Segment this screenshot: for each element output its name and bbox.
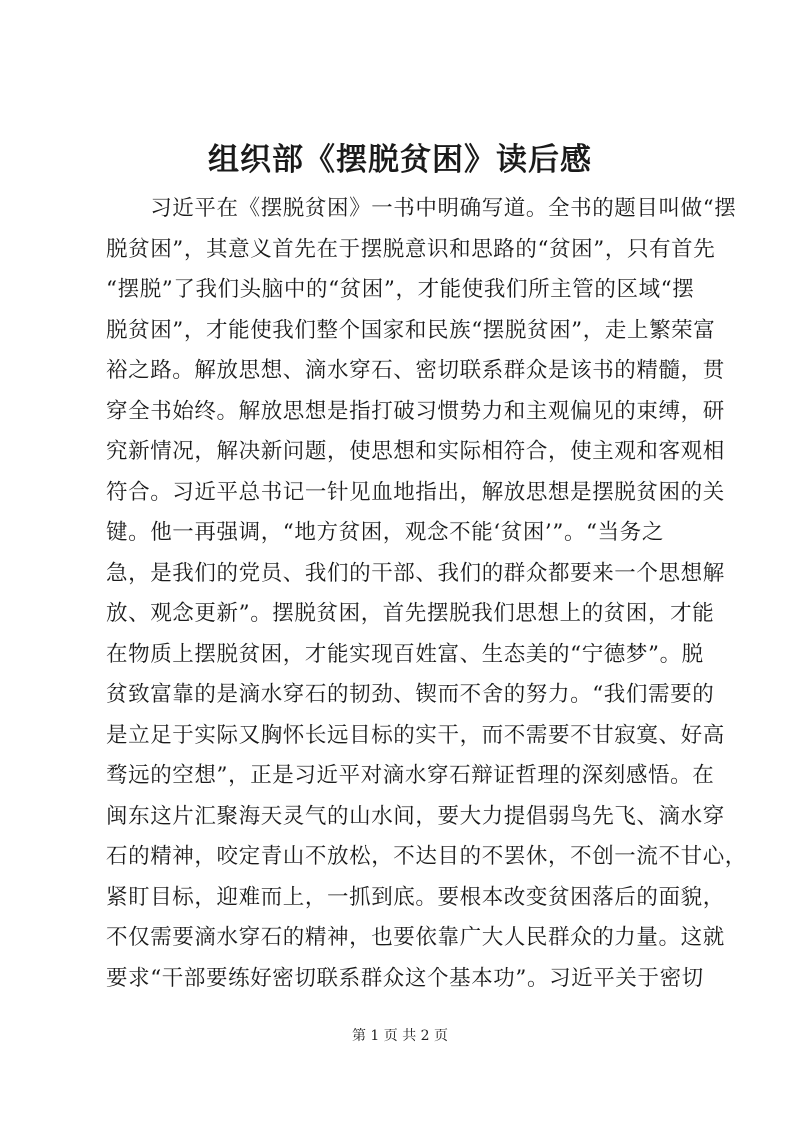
page-footer: 第 1 页 共 2 页 <box>351 1028 449 1044</box>
text-line: “摆脱”了我们头脑中的“贫困”，才能使我们所主管的区域“摆 <box>106 277 695 302</box>
text-line: 在物质上摆脱贫困，才能实现百姓富、生态美的“宁德梦”。脱 <box>106 641 704 667</box>
text-line: 紧盯目标，迎难而上，一抓到底。要根本改变贫困落后的面貌， <box>106 884 725 910</box>
text-line: 闽东这片汇聚海天灵气的山水间，要大力提倡弱鸟先飞、滴水穿 <box>106 803 725 829</box>
text-line: 究新情况，解决新问题，使思想和实际相符合，使主观和客观相 <box>106 439 725 464</box>
text-line: 放、观念更新”。摆脱贫困，首先摆脱我们思想上的贫困，才能 <box>106 601 715 626</box>
text-line: 脱贫困”，其意义首先在于摆脱意识和思路的“贫困”，只有首先 <box>106 236 716 262</box>
text-line: 键。他一再强调，“地方贫困，观念不能‘贫困’”。“当务之 <box>106 520 664 545</box>
text-line: 骛远的空想”，正是习近平对滴水穿石辩证哲理的深刻感悟。在 <box>106 763 715 788</box>
text-line: 要求“干部要练好密切联系群众这个基本功”。习近平关于密切 <box>106 965 704 991</box>
text-line: 习近平在《摆脱贫困》一书中明确写道。全书的题目叫做“摆 <box>106 196 737 221</box>
text-line: 急，是我们的党员、我们的干部、我们的群众都要来一个思想解 <box>106 560 725 586</box>
document-title: 组织部《摆脱贫困》读后感 <box>208 142 592 178</box>
text-line: 不仅需要滴水穿石的精神，也要依靠广大人民群众的力量。这就 <box>106 925 725 950</box>
text-line: 符合。习近平总书记一针见血地指出，解放思想是摆脱贫困的关 <box>106 479 725 505</box>
text-line: 裕之路。解放思想、滴水穿石、密切联系群众是该书的精髓，贯 <box>106 358 725 383</box>
body-text <box>106 189 747 999</box>
text-line: 贫致富靠的是滴水穿石的韧劲、锲而不舍的努力。“我们需要的 <box>106 682 715 707</box>
text-line: 脱贫困”，才能使我们整个国家和民族“摆脱贫困”，走上繁荣富 <box>106 317 716 343</box>
text-line: 石的精神，咬定青山不放松，不达目的不罢休，不创一流不甘心， <box>106 844 747 869</box>
text-line: 穿全书始终。解放思想是指打破习惯势力和主观偏见的束缚，研 <box>106 398 725 424</box>
text-line: 是立足于实际又胸怀长远目标的实干，而不需要不甘寂寞、好高 <box>106 722 725 748</box>
